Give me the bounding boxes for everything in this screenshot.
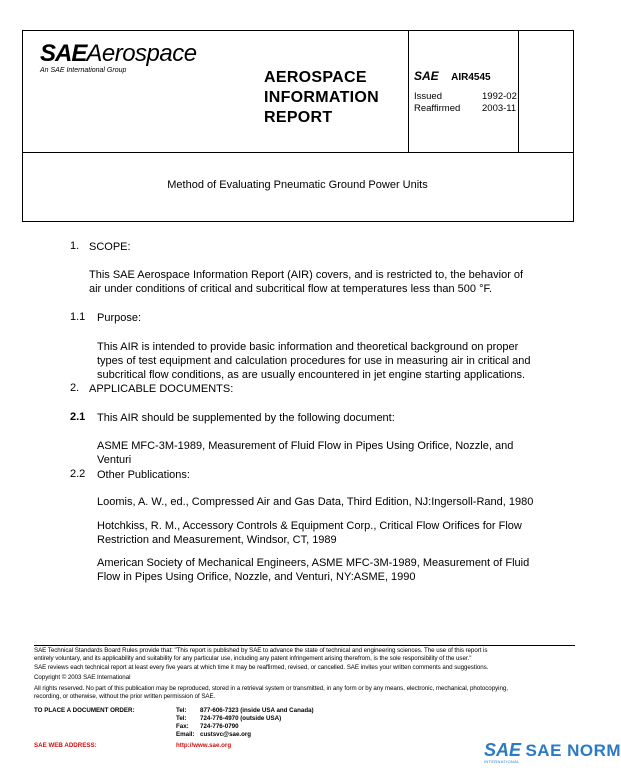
- tel-value[interactable]: 877-606-7323 (inside USA and Canada): [200, 707, 314, 714]
- reference-2-line1: Hotchkiss, R. M., Accessory Controls & Equipment Corp., Critical Flow Orifices for Flow: [97, 520, 522, 532]
- email-label: Email:: [176, 731, 195, 738]
- footer-rules-line2: entirely voluntary, and its applicability and suitability for any particular use, including any patent infringement arising therefrom, is the sole responsibility of the user.": [34, 655, 472, 662]
- reference-1: Loomis, A. W., ed., Compressed Air and Gas Data, Third Edition, NJ:Ingersoll-Rand, 1980: [97, 496, 534, 508]
- footer-rules-line1: SAE Technical Standards Board Rules provide that: "This report is published by SAE to advance the state of technical and engineering sciences. The use of this report is: [34, 647, 488, 654]
- section-1-1-line2: types of test equipment and calculation procedures for use in measuring air in critical and: [97, 355, 531, 367]
- section-2-1-doc-line1: ASME MFC-3M-1989, Measurement of Fluid Flow in Pipes Using Orifice, Nozzle, and: [97, 440, 514, 452]
- watermark-text: SAE NORM: [525, 741, 621, 760]
- section-1-line2: air under conditions of critical and subcritical flow at temperatures less than 500 °F.: [89, 283, 493, 295]
- section-1-1-line3: subcritical flow conditions, as are usually encountered in jet engine starting applications.: [97, 369, 526, 381]
- order-label: TO PLACE A DOCUMENT ORDER:: [34, 707, 135, 714]
- section-1-1-para: [97, 340, 531, 382]
- section-2-2-number: 2.2: [70, 468, 86, 480]
- web-label: SAE WEB ADDRESS:: [34, 742, 97, 749]
- logo-subtitle: An SAE International Group: [40, 67, 127, 74]
- section-2-number: 2.: [70, 382, 80, 394]
- tel-label: Tel:: [176, 707, 187, 714]
- reaffirmed-value: 2003-11: [482, 103, 517, 114]
- section-1-line1: This SAE Aerospace Information Report (AIR) covers, and is restricted to, the behavior of: [89, 269, 524, 281]
- report-type-line1: AEROSPACE: [264, 69, 367, 86]
- issued-label: Issued: [414, 91, 442, 102]
- header-divider: [22, 152, 573, 153]
- tel2-value[interactable]: 724-776-4970 (outside USA): [200, 715, 282, 722]
- footer-rights-line2: recording, or otherwise, without the prior written permission of SAE.: [34, 693, 216, 700]
- watermark-logo: SAE: [484, 740, 522, 760]
- section-1-1-line1: This AIR is intended to provide basic information and theoretical background on proper: [97, 341, 519, 353]
- section-1-1-number: 1.1: [70, 311, 86, 323]
- section-1-1-title: Purpose:: [97, 312, 142, 324]
- email-link[interactable]: custsvc@sae.org: [200, 731, 252, 738]
- fax-value: 724-776-0790: [200, 723, 239, 730]
- section-2-1-title: This AIR should be supplemented by the following document:: [97, 412, 395, 424]
- reference-3-line2: Flow in Pipes Using Orifice, Nozzle, and Venturi, NY:ASME, 1990: [97, 571, 416, 583]
- sae-norm-watermark: [484, 740, 621, 764]
- document-title: Method of Evaluating Pneumatic Ground Power Units: [167, 179, 428, 191]
- header-vdivider-1: [408, 30, 409, 152]
- fax-label: Fax:: [176, 723, 189, 730]
- footer-review: SAE reviews each technical report at least every five years at which time it may be reaffirmed, revised, or cancelled. SAE invites your written comments and suggestions.: [34, 664, 489, 671]
- logo-sae-text: SAE: [40, 40, 87, 67]
- report-type-line3: REPORT: [264, 109, 333, 126]
- doc-number: AIR4545: [451, 72, 491, 83]
- report-type: [264, 68, 379, 128]
- section-1-para: [89, 268, 523, 296]
- header-vdivider-2: [518, 30, 519, 152]
- reference-2-line2: Restriction and Measurement, Windsor, CT, 1989: [97, 534, 337, 546]
- reference-2: [97, 519, 522, 547]
- section-2-title: APPLICABLE DOCUMENTS:: [89, 383, 234, 395]
- report-type-line2: INFORMATION: [264, 89, 379, 106]
- doc-number-block: [414, 67, 491, 85]
- sae-mark: SAE: [414, 69, 439, 83]
- logo-aerospace-text: Aerospace: [86, 40, 197, 67]
- section-1-number: 1.: [70, 240, 80, 252]
- section-2-2-title: Other Publications:: [97, 469, 190, 481]
- footer-copyright: Copyright © 2003 SAE International: [34, 674, 131, 681]
- contact-block: [176, 707, 314, 739]
- reference-3-line1: American Society of Mechanical Engineers, ASME MFC-3M-1989, Measurement of Fluid: [97, 557, 530, 569]
- web-link[interactable]: http://www.sae.org: [176, 742, 232, 749]
- issued-value: 1992-02: [482, 91, 517, 102]
- reference-3: [97, 556, 529, 584]
- watermark-sub: INTERNATIONAL: [484, 759, 520, 764]
- section-2-1-number: 2.1: [70, 411, 86, 423]
- tel2-label: Tel:: [176, 715, 187, 722]
- reaffirmed-label: Reaffirmed: [414, 103, 461, 114]
- footer-divider: [34, 645, 575, 646]
- footer-rights-line1: All rights reserved. No part of this publication may be reproduced, stored in a retrieval system or transmitted, in any form or by any means, electronic, mechanical, photocopying,: [34, 685, 508, 692]
- footer-rules: [34, 647, 508, 701]
- section-2-1-doc: [97, 439, 513, 467]
- section-2-1-doc-line2: Venturi: [97, 454, 132, 466]
- section-1-title: SCOPE:: [89, 241, 131, 253]
- sae-aerospace-logo: [40, 40, 197, 68]
